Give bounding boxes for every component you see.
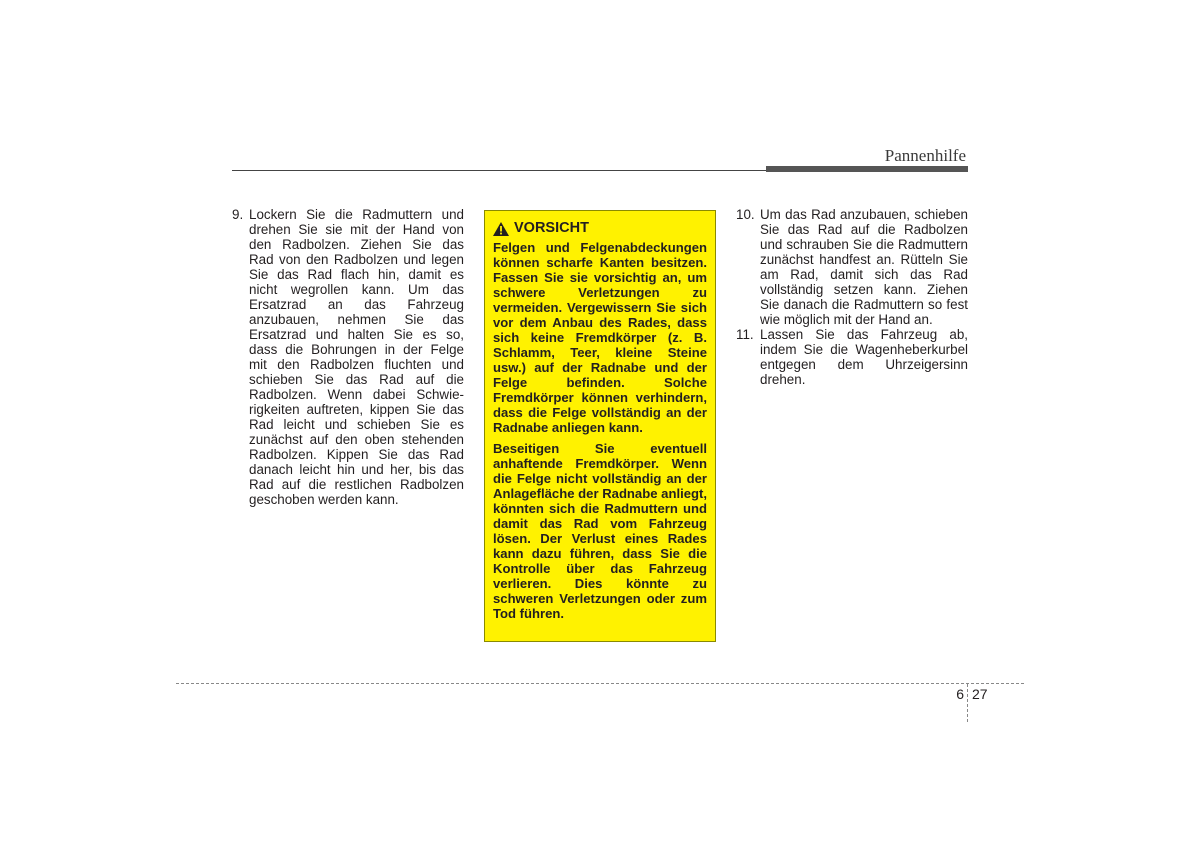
- caution-paragraph: Beseitigen Sie eventuell anhaftende Fremdkörper. Wenn die Felge nicht vollständig an der Anlagefläche der Radnabe anliegt, könnten sich die Radmuttern und damit das Rad vom Fahrzeug lösen. Der Verlust eines Rades kann dazu führen, dass Sie die Kontrolle über das Fahrzeug verlieren. Dies könnte zu schweren Verletzungen oder zum Tod führen.: [493, 441, 707, 621]
- caution-heading: [493, 221, 707, 236]
- instruction-step: [736, 207, 968, 327]
- caution-title: VORSICHT: [514, 220, 589, 236]
- caution-box: [484, 210, 716, 642]
- left-column: [232, 207, 464, 507]
- step-text: Lassen Sie das Fahrzeug ab, indem Sie die Wagenheberkurbel entgegen dem Uhrzeigersinn drehen.: [760, 327, 968, 387]
- step-text: Lockern Sie die Radmuttern und drehen Sie sie mit der Hand von den Radbolzen. Ziehen Sie das Rad von den Radbolzen und legen Sie das Rad flach hin, damit es nicht wegrollen kann. Um das Ersatzrad an das Fahrzeug anzubauen, nehmen Sie das Ersatzrad und halten Sie es so, dass die Bohrungen in der Felge mit den Radbolzen fluchten und schieben Sie das Rad auf die Radbolzen. Wenn dabei Schwie-rigkeiten auftreten, kippen Sie das Rad leicht und schieben Sie es zunächst auf den oben stehenden Radbolzen. Kippen Sie das Rad danach leicht hin und her, bis das Rad auf die restlichen Radbolzen geschoben werden kann.: [249, 207, 464, 507]
- chapter-number: 6: [956, 686, 964, 702]
- footer-rule: [176, 683, 1024, 684]
- header-rule-accent: [766, 166, 968, 172]
- instruction-step: [232, 207, 464, 507]
- page-number-value: 27: [972, 686, 988, 702]
- step-number: 10.: [736, 207, 755, 222]
- step-number: 11.: [736, 327, 754, 342]
- instruction-step: [736, 327, 968, 387]
- caution-paragraph: Felgen und Felgenabdeckungen können scharfe Kanten besitzen. Fassen Sie sie vorsichtig an, um schwere Verletzungen zu vermeiden. Vergewissern Sie sich vor dem Anbau des Rades, dass sich keine Fremdkörper (z. B. Schlamm, Teer, kleine Steine usw.) auf der Radnabe und der Felge befinden. Solche Fremdkörper können verhindern, dass die Felge vollständig an der Radnabe anliegen kann.: [493, 240, 707, 435]
- step-text: Um das Rad anzubauen, schieben Sie das Rad auf die Radbolzen und schrauben Sie die Radmuttern zunächst handfest an. Rütteln Sie am Rad, damit sich das Rad vollständig setzen kann. Ziehen Sie danach die Radmuttern so fest wie möglich mit der Hand an.: [760, 207, 968, 327]
- warning-triangle-icon: [493, 222, 509, 236]
- page-number: [940, 686, 988, 702]
- section-title: Pannenhilfe: [884, 146, 966, 165]
- right-column: [736, 207, 968, 387]
- step-number: 9.: [232, 207, 244, 222]
